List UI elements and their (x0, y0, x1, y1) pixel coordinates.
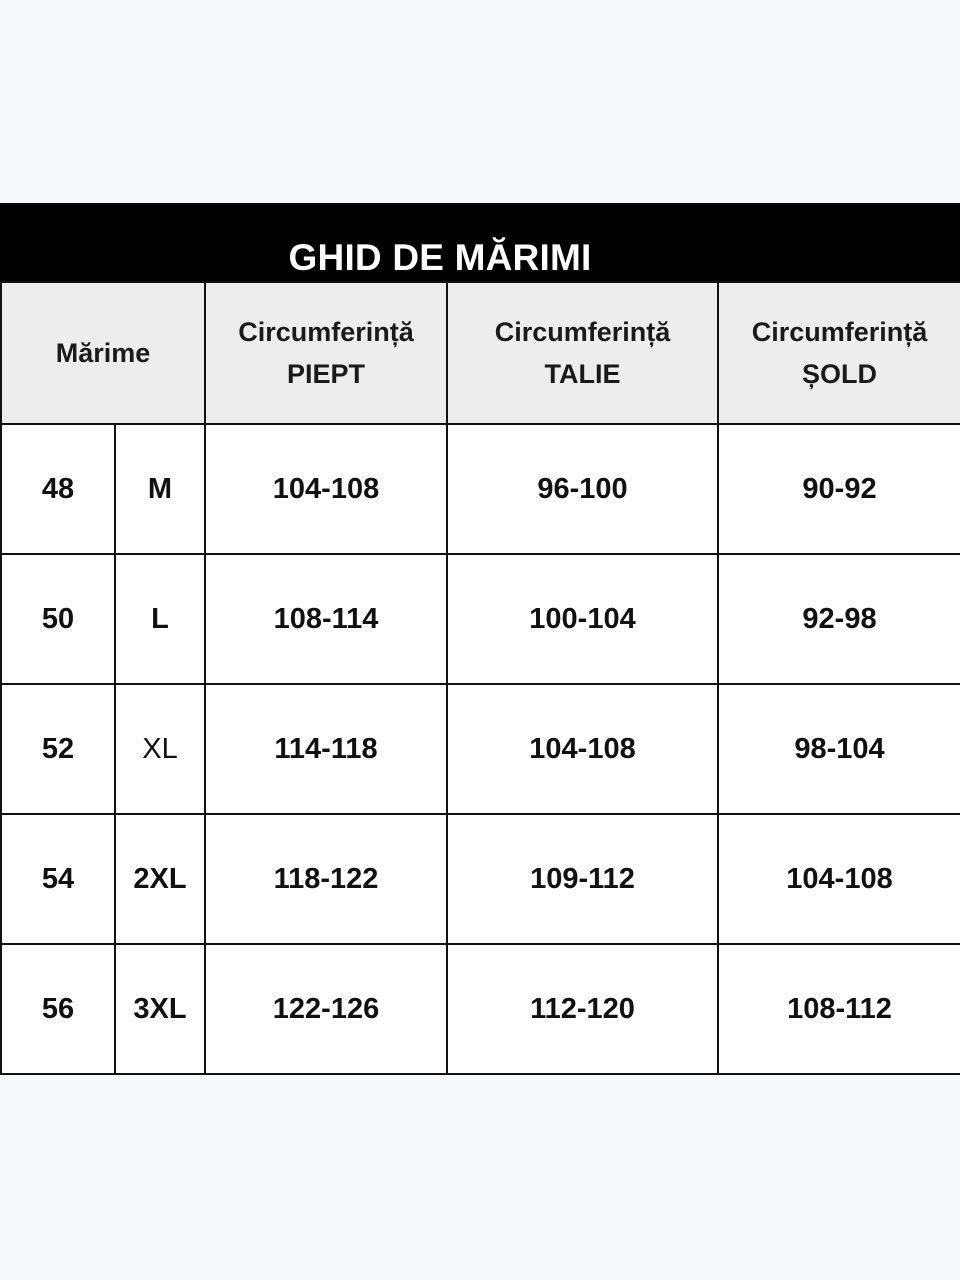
chest-cell: 108-114 (205, 554, 447, 684)
size-number-cell: 56 (1, 944, 115, 1074)
size-number-cell: 54 (1, 814, 115, 944)
header-chest-line2: PIEPT (287, 359, 366, 389)
chest-cell: 122-126 (205, 944, 447, 1074)
page-title: GHID DE MĂRIMI (288, 237, 592, 278)
table-row (1, 554, 960, 684)
size-letter-cell: 3XL (115, 944, 205, 1074)
size-number-cell: 48 (1, 424, 115, 554)
table-header-row (1, 282, 960, 424)
waist-cell: 100-104 (447, 554, 718, 684)
waist-cell: 96-100 (447, 424, 718, 554)
table-row (1, 814, 960, 944)
hip-cell: 108-112 (718, 944, 960, 1074)
size-number-cell: 52 (1, 684, 115, 814)
waist-cell: 112-120 (447, 944, 718, 1074)
size-letter-cell: M (115, 424, 205, 554)
header-waist-line1: Circumferință (494, 317, 671, 347)
size-guide-table (0, 281, 960, 1075)
chest-cell: 114-118 (205, 684, 447, 814)
header-hip-line2: ȘOLD (802, 359, 878, 389)
chest-cell: 104-108 (205, 424, 447, 554)
header-hip (718, 282, 960, 424)
chest-cell: 118-122 (205, 814, 447, 944)
hip-cell: 92-98 (718, 554, 960, 684)
table-row (1, 424, 960, 554)
table-row (1, 944, 960, 1074)
hip-cell: 98-104 (718, 684, 960, 814)
size-number-cell: 50 (1, 554, 115, 684)
header-chest-line1: Circumferință (238, 317, 414, 347)
header-waist-line2: TALIE (544, 359, 621, 389)
hip-cell: 104-108 (718, 814, 960, 944)
header-size: Mărime (1, 282, 205, 424)
hip-cell: 90-92 (718, 424, 960, 554)
size-letter-cell: L (115, 554, 205, 684)
waist-cell: 104-108 (447, 684, 718, 814)
waist-cell: 109-112 (447, 814, 718, 944)
table-row (1, 684, 960, 814)
header-waist (447, 282, 718, 424)
header-chest (205, 282, 447, 424)
size-letter-cell: 2XL (115, 814, 205, 944)
size-letter-cell: XL (115, 684, 205, 814)
header-hip-line1: Circumferință (751, 317, 928, 347)
